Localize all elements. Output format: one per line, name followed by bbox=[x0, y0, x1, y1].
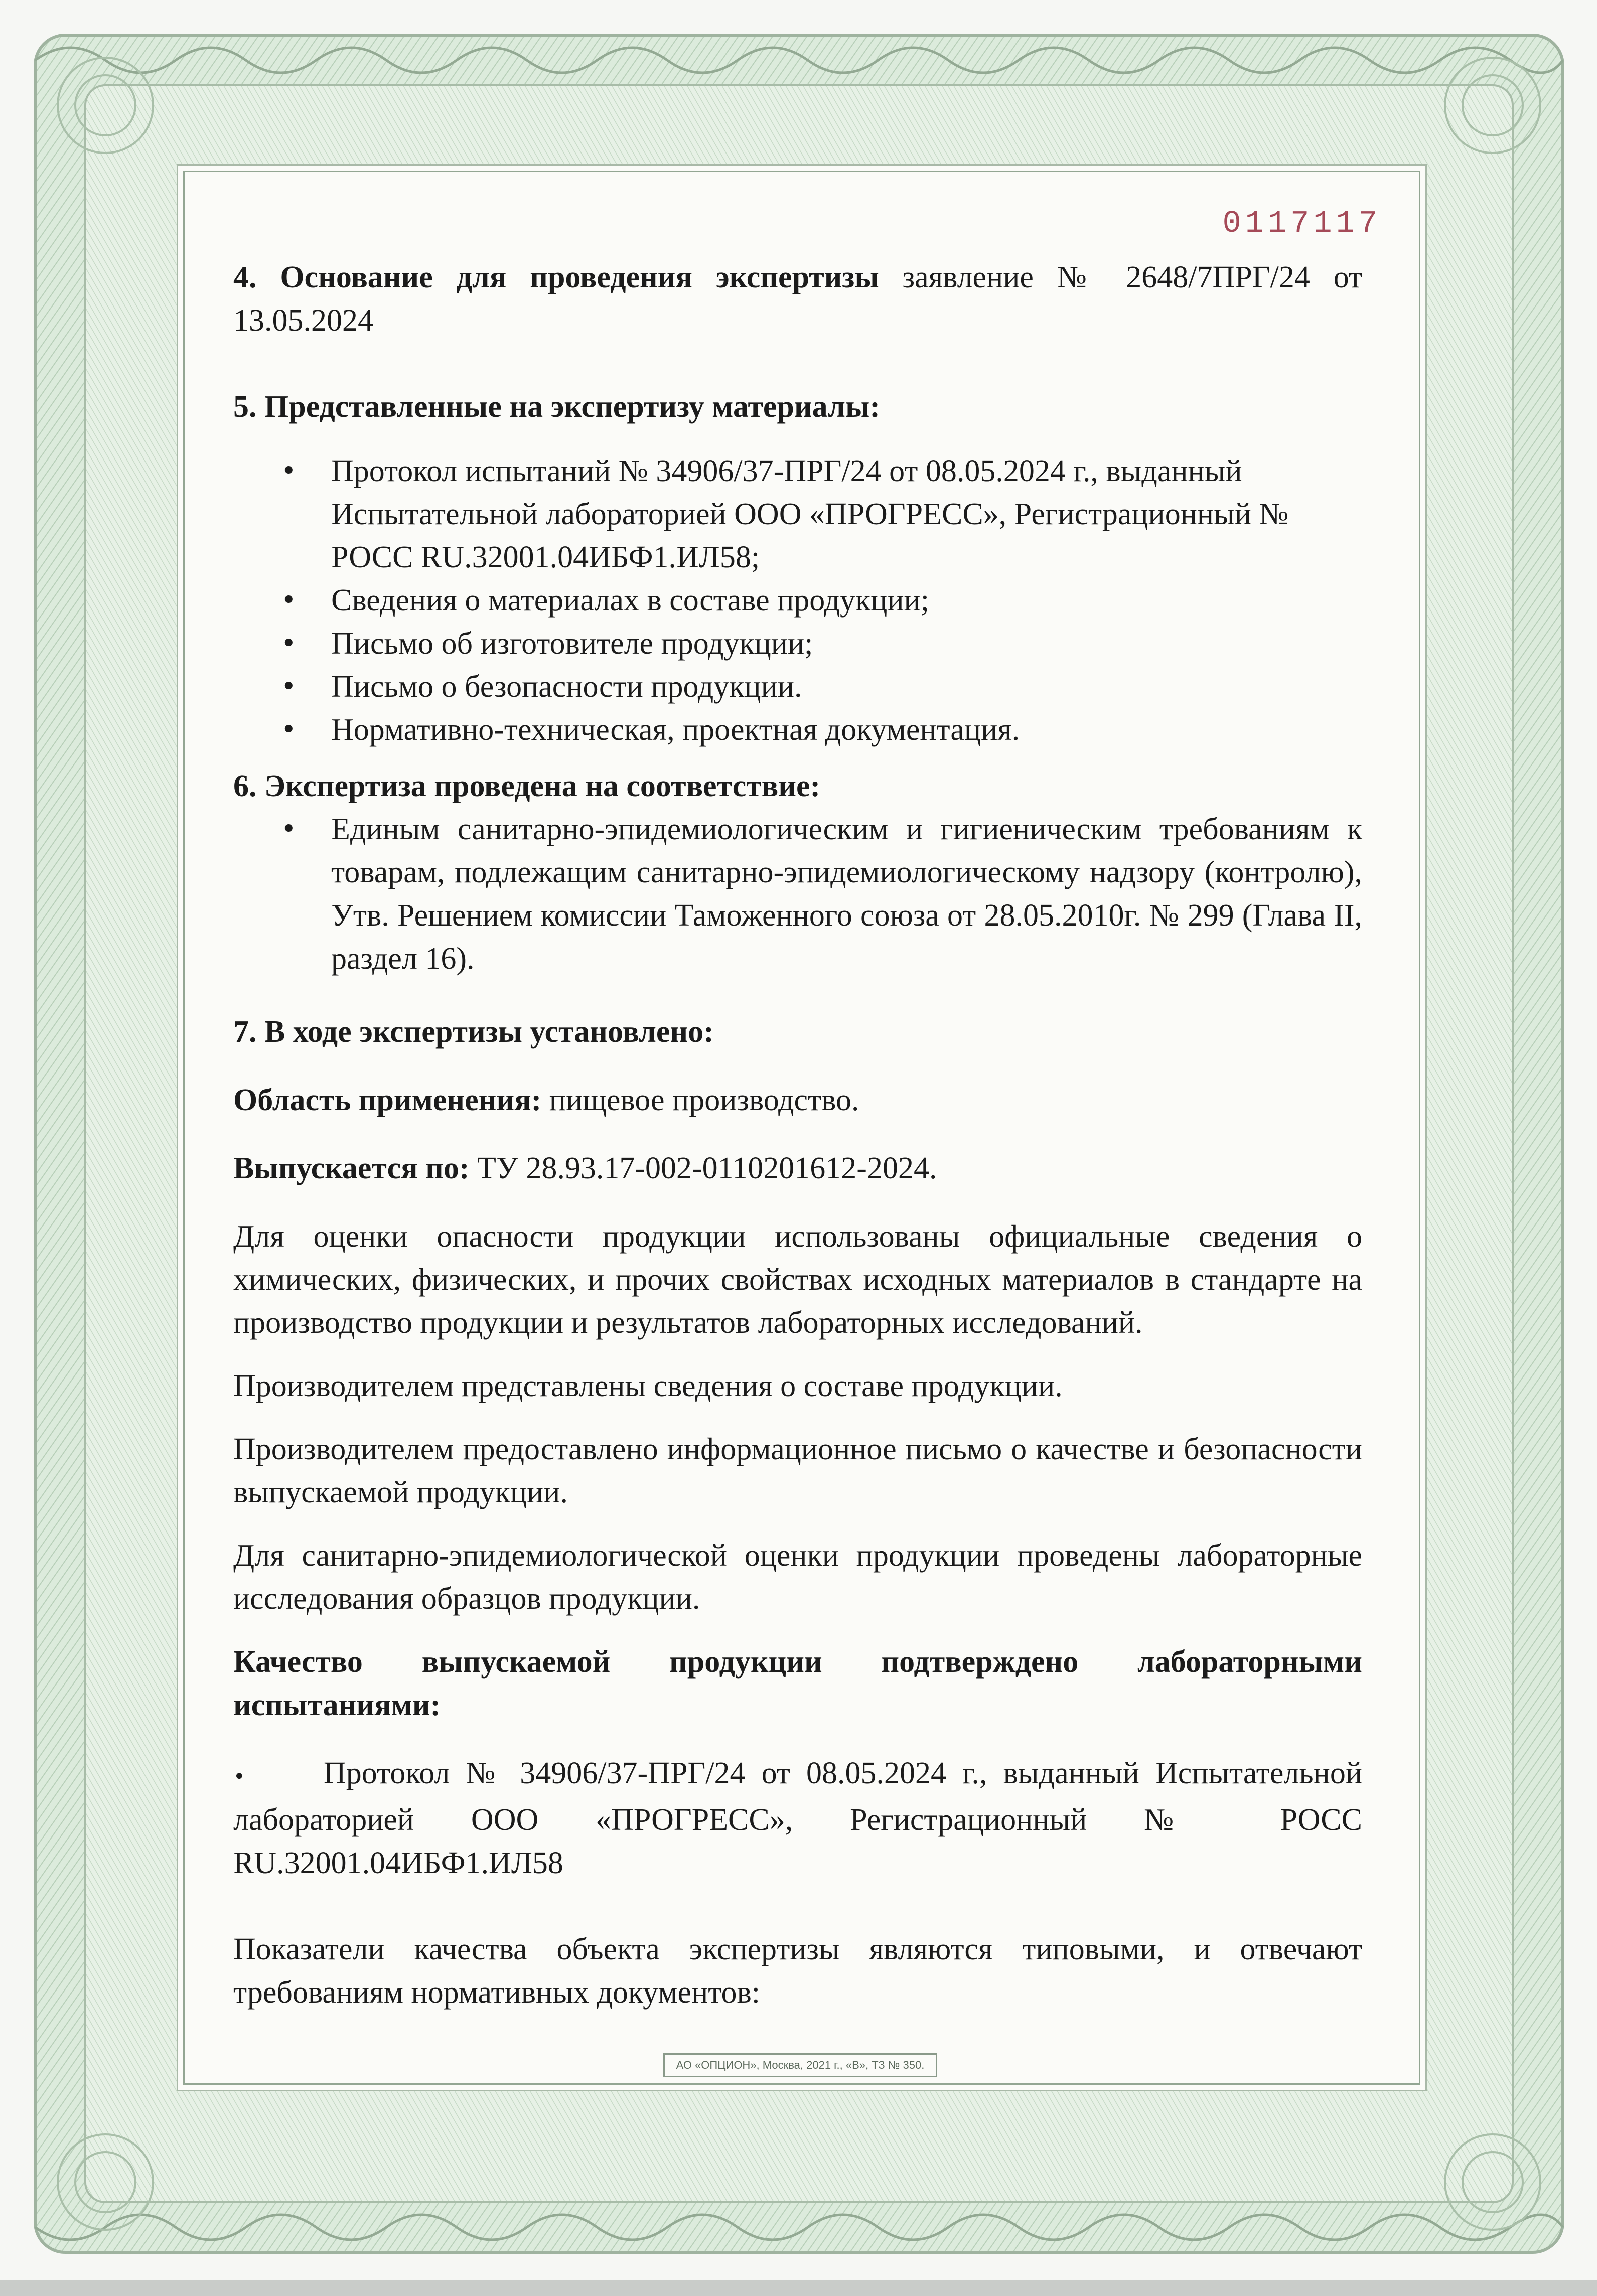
issued-line bbox=[233, 1147, 1362, 1190]
list-item: • Письмо о безопасности продукции. bbox=[331, 665, 1362, 708]
scope-label: Область применения: bbox=[233, 1083, 542, 1117]
list-item: • Единым санитарно-эпидемиологическим и гигиеническим требованиям к товарам, подлежащим санитарно-эпидемиологическому надзору (контролю), Утв. Решением комиссии Таможенного союза от 28.05.2010г. № 299 (Глава II, раздел 16). bbox=[331, 808, 1362, 980]
section6-heading: 6. Экспертиза проведена на соответствие: bbox=[233, 769, 821, 803]
paragraph-lab-tests: Для санитарно-эпидемиологической оценки продукции проведены лабораторные исследования образцов продукции. bbox=[233, 1539, 1362, 1616]
scan-edge bbox=[0, 2280, 1597, 2296]
section4-heading: 4. Основание для проведения экспертизы bbox=[233, 260, 879, 294]
quality-heading: Качество выпускаемой продукции подтверждено лабораторными испытаниями: bbox=[233, 1645, 1362, 1722]
final-paragraph: Показатели качества объекта экспертизы являются типовыми, и отвечают требованиям нормативных документов: bbox=[233, 1932, 1362, 2010]
protocol-paragraph bbox=[233, 1752, 1362, 1885]
paragraph-assessment: Для оценки опасности продукции использованы официальные сведения о химических, физических, и прочих свойствах исходных материалов в стандарте на производство продукции и результатов лабораторных исследований. bbox=[233, 1219, 1362, 1340]
paragraph-composition: Производителем представлены сведения о составе продукции. bbox=[233, 1369, 1063, 1403]
section6-list bbox=[233, 808, 1362, 980]
section7-heading: 7. В ходе экспертизы установлено: bbox=[233, 1015, 714, 1049]
list-item: • Протокол испытаний № 34906/37-ПРГ/24 от 08.05.2024 г., выданный Испытательной лабораторией ООО «ПРОГРЕСС», Регистрационный № РОСС RU.32001.04ИБФ1.ИЛ58; bbox=[331, 449, 1362, 579]
document-body bbox=[233, 256, 1362, 2014]
list-item: • Сведения о материалах в составе продукции; bbox=[331, 579, 1362, 622]
section5-heading: 5. Представленные на экспертизу материалы: bbox=[233, 390, 881, 424]
paragraph-letter: Производителем предоставлено информационное письмо о качестве и безопасности выпускаемой продукции. bbox=[233, 1432, 1362, 1509]
section4-line1 bbox=[233, 256, 1362, 299]
section4-text: заявление № 2648/7ПРГ/24 от bbox=[902, 260, 1362, 294]
protocol-text: Протокол № 34906/37-ПРГ/24 от 08.05.2024 г., выданный Испытательной лабораторией ООО «ПРОГРЕСС», Регистрационный № РОСС RU.32001.04ИБФ1.ИЛ58 bbox=[233, 1756, 1362, 1880]
serial-number: 0117117 bbox=[1222, 206, 1381, 241]
section4-date: 13.05.2024 bbox=[233, 303, 373, 338]
bullet-icon: • bbox=[233, 1765, 245, 1788]
scope-value: пищевое производство. bbox=[549, 1083, 859, 1117]
scope-line bbox=[233, 1079, 1362, 1122]
issued-label: Выпускается по: bbox=[233, 1151, 470, 1185]
list-item: • Нормативно-техническая, проектная документация. bbox=[331, 708, 1362, 751]
issued-value: ТУ 28.93.17-002-0110201612-2024. bbox=[477, 1151, 937, 1185]
printer-imprint: АО «ОПЦИОН», Москва, 2021 г., «В», ТЗ № 350. bbox=[663, 2053, 937, 2077]
section5-list bbox=[233, 449, 1362, 751]
list-item: • Письмо об изготовителе продукции; bbox=[331, 622, 1362, 665]
